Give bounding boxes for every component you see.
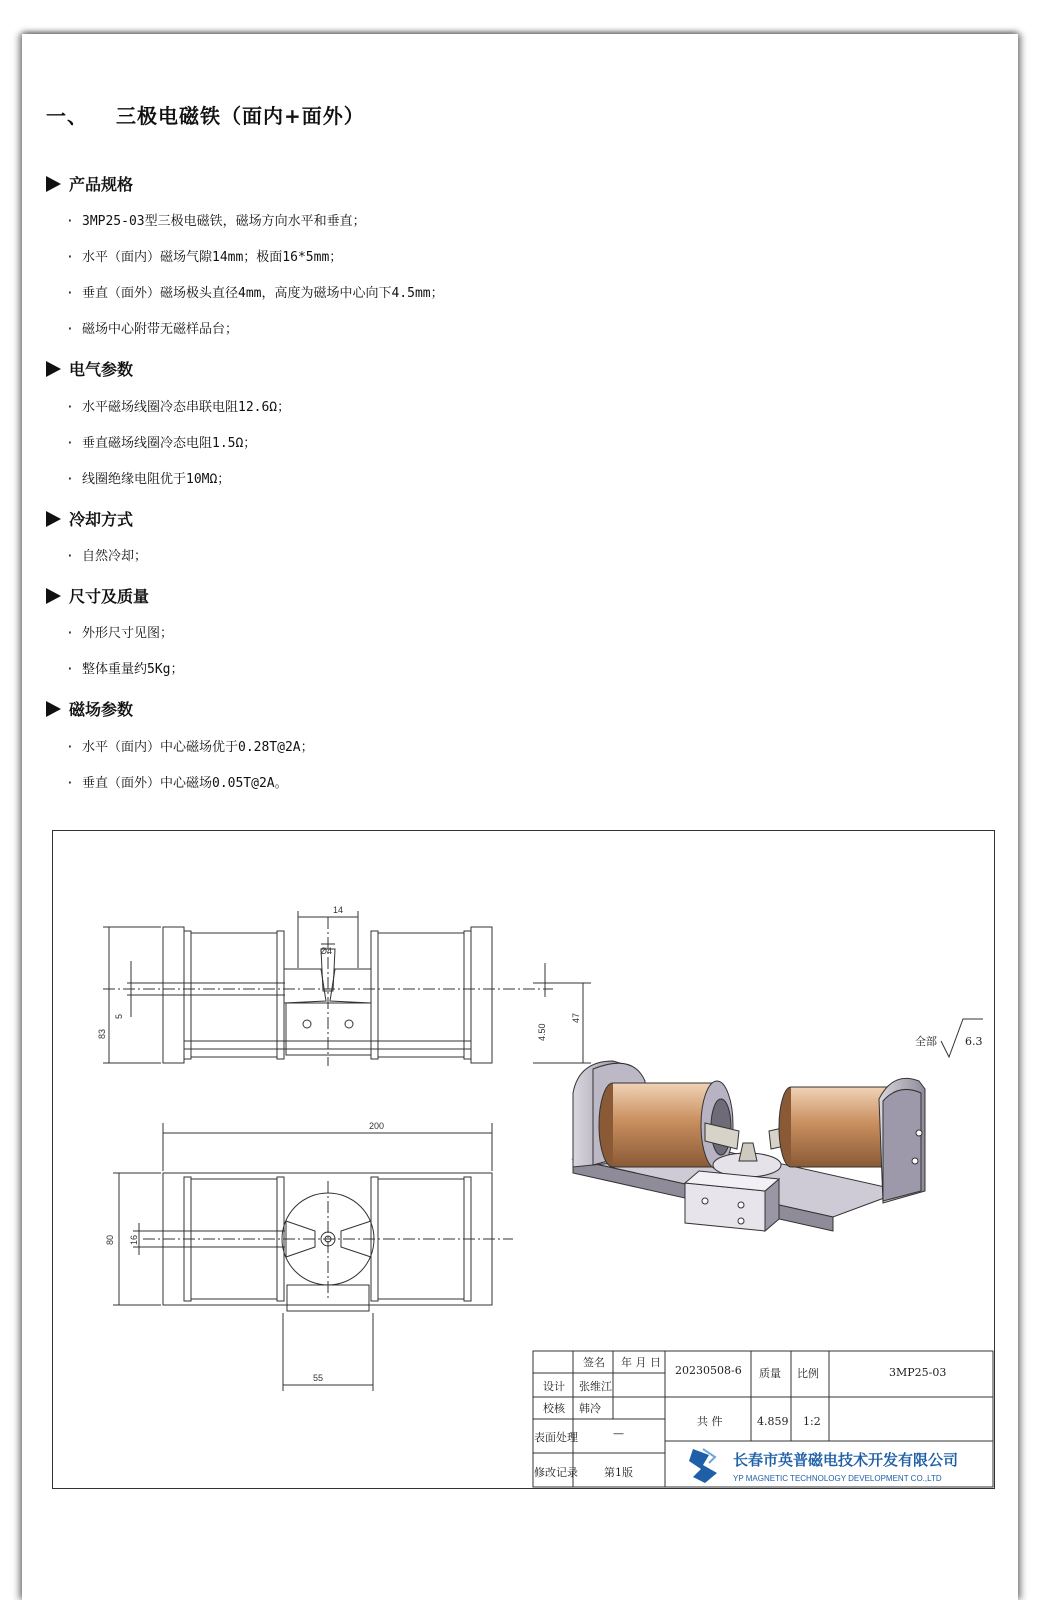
- list-item: · 水平（面内）磁场气隙14mm；极面16*5mm；: [66, 250, 343, 265]
- tb-scale-value: 1:2: [803, 1415, 821, 1428]
- tb-revision-value: 第1版: [604, 1466, 633, 1479]
- dim-offset-down: 4.50: [537, 1023, 547, 1041]
- triangle-bullet-icon: [46, 361, 61, 377]
- dim-pole-width: 16: [129, 1234, 139, 1245]
- dim-center-height: 47: [571, 1012, 581, 1023]
- dim-gap: 14: [333, 905, 344, 915]
- tb-designer: 张维江: [579, 1380, 612, 1393]
- drawing-svg: [53, 831, 994, 1488]
- list-item: · 整体重量约5Kg；: [66, 662, 184, 677]
- tb-row-surface: 表面处理: [534, 1431, 578, 1444]
- section-heading-cooling: 冷却方式: [46, 507, 133, 530]
- tb-col-date: 年 月 日: [621, 1356, 661, 1369]
- triangle-bullet-icon: [46, 176, 61, 192]
- section-heading-spec: 产品规格: [46, 172, 133, 195]
- surface-finish-value: 6.3: [965, 1035, 983, 1048]
- surface-finish-label: 全部: [915, 1035, 937, 1048]
- section-heading-electrical: 电气参数: [46, 357, 133, 380]
- list-item: · 磁场中心附带无磁样品台；: [66, 322, 239, 337]
- company-name-en: YP MAGNETIC TECHNOLOGY DEVELOPMENT CO.,LTD: [733, 1474, 942, 1483]
- tb-scale-label: 比例: [797, 1367, 819, 1380]
- tb-drawing-no: 20230508-6: [675, 1364, 742, 1377]
- tb-sheets-label: 共 件: [697, 1415, 723, 1428]
- front-view: [103, 911, 591, 1066]
- list-item: · 3MP25-03型三极电磁铁，磁场方向水平和垂直；: [66, 214, 366, 229]
- tb-mass-label: 质量: [759, 1367, 781, 1380]
- tb-row-design: 设计: [543, 1380, 565, 1393]
- tb-surface-value: —: [613, 1427, 624, 1440]
- document-page: [22, 34, 1018, 1600]
- dim-total-width: 80: [105, 1234, 115, 1245]
- dim-pole-dia: Ø4: [320, 946, 333, 956]
- list-item: · 线圈绝缘电阻优于10MΩ；: [66, 472, 231, 487]
- dim-total-length: 200: [369, 1121, 385, 1131]
- dim-pole-height: 5: [114, 1013, 124, 1019]
- tb-mass-value: 4.859: [757, 1415, 789, 1428]
- tb-row-check: 校核: [543, 1402, 565, 1415]
- list-item: · 垂直（面外）中心磁场0.05T@2A。: [66, 776, 288, 791]
- engineering-drawing: [52, 830, 995, 1489]
- page-title: [46, 100, 365, 129]
- list-item: · 垂直磁场线圈冷态电阻1.5Ω；: [66, 436, 257, 451]
- company-name-cn: 长春市英普磁电技术开发有限公司: [733, 1452, 959, 1469]
- list-item: · 垂直（面外）磁场极头直径4mm，高度为磁场中心向下4.5mm；: [66, 286, 444, 301]
- tb-checker: 韩冷: [579, 1402, 601, 1415]
- triangle-bullet-icon: [46, 588, 61, 604]
- dim-total-height: 83: [97, 1028, 107, 1039]
- list-item: · 自然冷却；: [66, 549, 148, 564]
- list-item: · 水平磁场线圈冷态串联电阻12.6Ω；: [66, 400, 291, 415]
- title-number: 一、: [46, 104, 88, 128]
- list-item: · 外形尺寸见图；: [66, 626, 174, 641]
- triangle-bullet-icon: [46, 511, 61, 527]
- top-view: [113, 1123, 513, 1391]
- isometric-view: [573, 1061, 925, 1231]
- tb-row-revision: 修改记录: [534, 1466, 578, 1479]
- tb-model: 3MP25-03: [889, 1366, 947, 1379]
- title-text: 三极电磁铁（面内+面外）: [116, 104, 365, 128]
- section-heading-size: 尺寸及质量: [46, 584, 149, 607]
- triangle-bullet-icon: [46, 701, 61, 717]
- list-item: · 水平（面内）中心磁场优于0.28T@2A；: [66, 740, 314, 755]
- company-logo: [689, 1449, 717, 1483]
- tb-col-sign: 签名: [583, 1356, 605, 1369]
- dim-stage-width: 55: [313, 1373, 324, 1383]
- section-heading-field: 磁场参数: [46, 697, 133, 720]
